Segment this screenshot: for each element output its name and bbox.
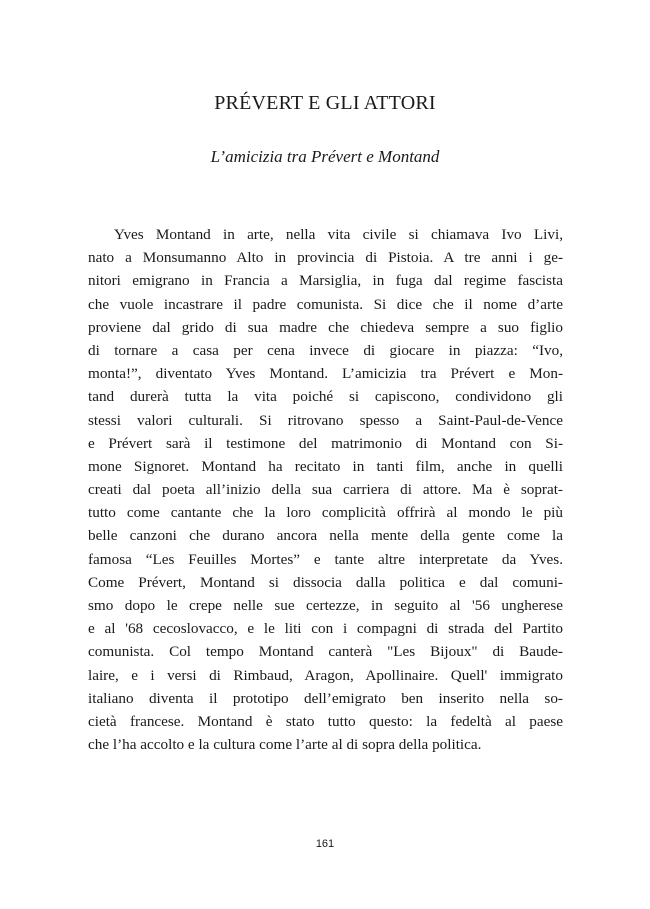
text-line: Come Prévert, Montand si dissocia dalla politica e dal comuni- xyxy=(88,573,563,591)
chapter-title: PRÉVERT E GLI ATTORI xyxy=(214,92,436,114)
text-line: tand durerà tutta la vita poiché si capiscono, condividono gli xyxy=(88,388,563,406)
body-paragraph xyxy=(88,223,563,756)
text-line: belle canzoni che durano ancora nella mente della gente come la xyxy=(88,527,563,545)
text-line: nitori emigrano in Francia a Marsiglia, in fuga dal regime fascista xyxy=(88,272,563,290)
text-line: famosa “Les Feuilles Mortes” e tante altre interpretate da Yves. xyxy=(88,550,563,568)
page-number: 161 xyxy=(315,838,335,850)
text-line: stessi valori culturali. Si ritrovano spesso a Saint-Paul-de-Vence xyxy=(88,411,563,429)
chapter-subtitle: L’amicizia tra Prévert e Montand xyxy=(210,147,440,166)
text-line: cietà francese. Montand è stato tutto questo: la fedeltà al paese xyxy=(88,712,563,730)
text-line: italiano diventa il prototipo dell’emigrato ben inserito nella so- xyxy=(88,689,563,707)
text-line: comunista. Col tempo Montand canterà "Les Bijoux" di Baude- xyxy=(88,643,563,661)
text-line: laire, e i versi di Rimbaud, Aragon, Apollinaire. Quell' immigrato xyxy=(88,666,563,684)
text-line: che vuole incastrare il padre comunista. Si dice che il nome d’arte xyxy=(88,295,563,313)
text-line: monta!”, diventato Yves Montand. L’amicizia tra Prévert e Mon- xyxy=(88,365,563,383)
text-line: e al '68 cecoslovacco, e le liti con i compagni di strada del Partito xyxy=(88,620,563,638)
text-line: tutto come cantante che la loro complicità offrirà al mondo le più xyxy=(88,504,563,522)
text-line: creati dal poeta all’inizio della sua carriera di attore. Ma è soprat- xyxy=(88,481,563,499)
text-line: mone Signoret. Montand ha recitato in tanti film, anche in quelli xyxy=(88,457,563,475)
text-line: di tornare a casa per cena invece di giocare in piazza: “Ivo, xyxy=(88,341,563,359)
text-line: nato a Monsumanno Alto in provincia di Pistoia. A tre anni i ge- xyxy=(88,249,563,267)
text-line: proviene dal grido di sua madre che chiedeva sempre a suo figlio xyxy=(88,318,563,336)
text-line: Yves Montand in arte, nella vita civile si chiamava Ivo Livi, xyxy=(114,226,563,243)
text-line: smo dopo le crepe nelle sue certezze, in seguito al '56 ungherese xyxy=(88,597,563,614)
text-line: e Prévert sarà il testimone del matrimonio di Montand con Si- xyxy=(88,434,563,452)
text-line: che l’ha accolto e la cultura come l’arte al di sopra della politica. xyxy=(88,736,482,754)
